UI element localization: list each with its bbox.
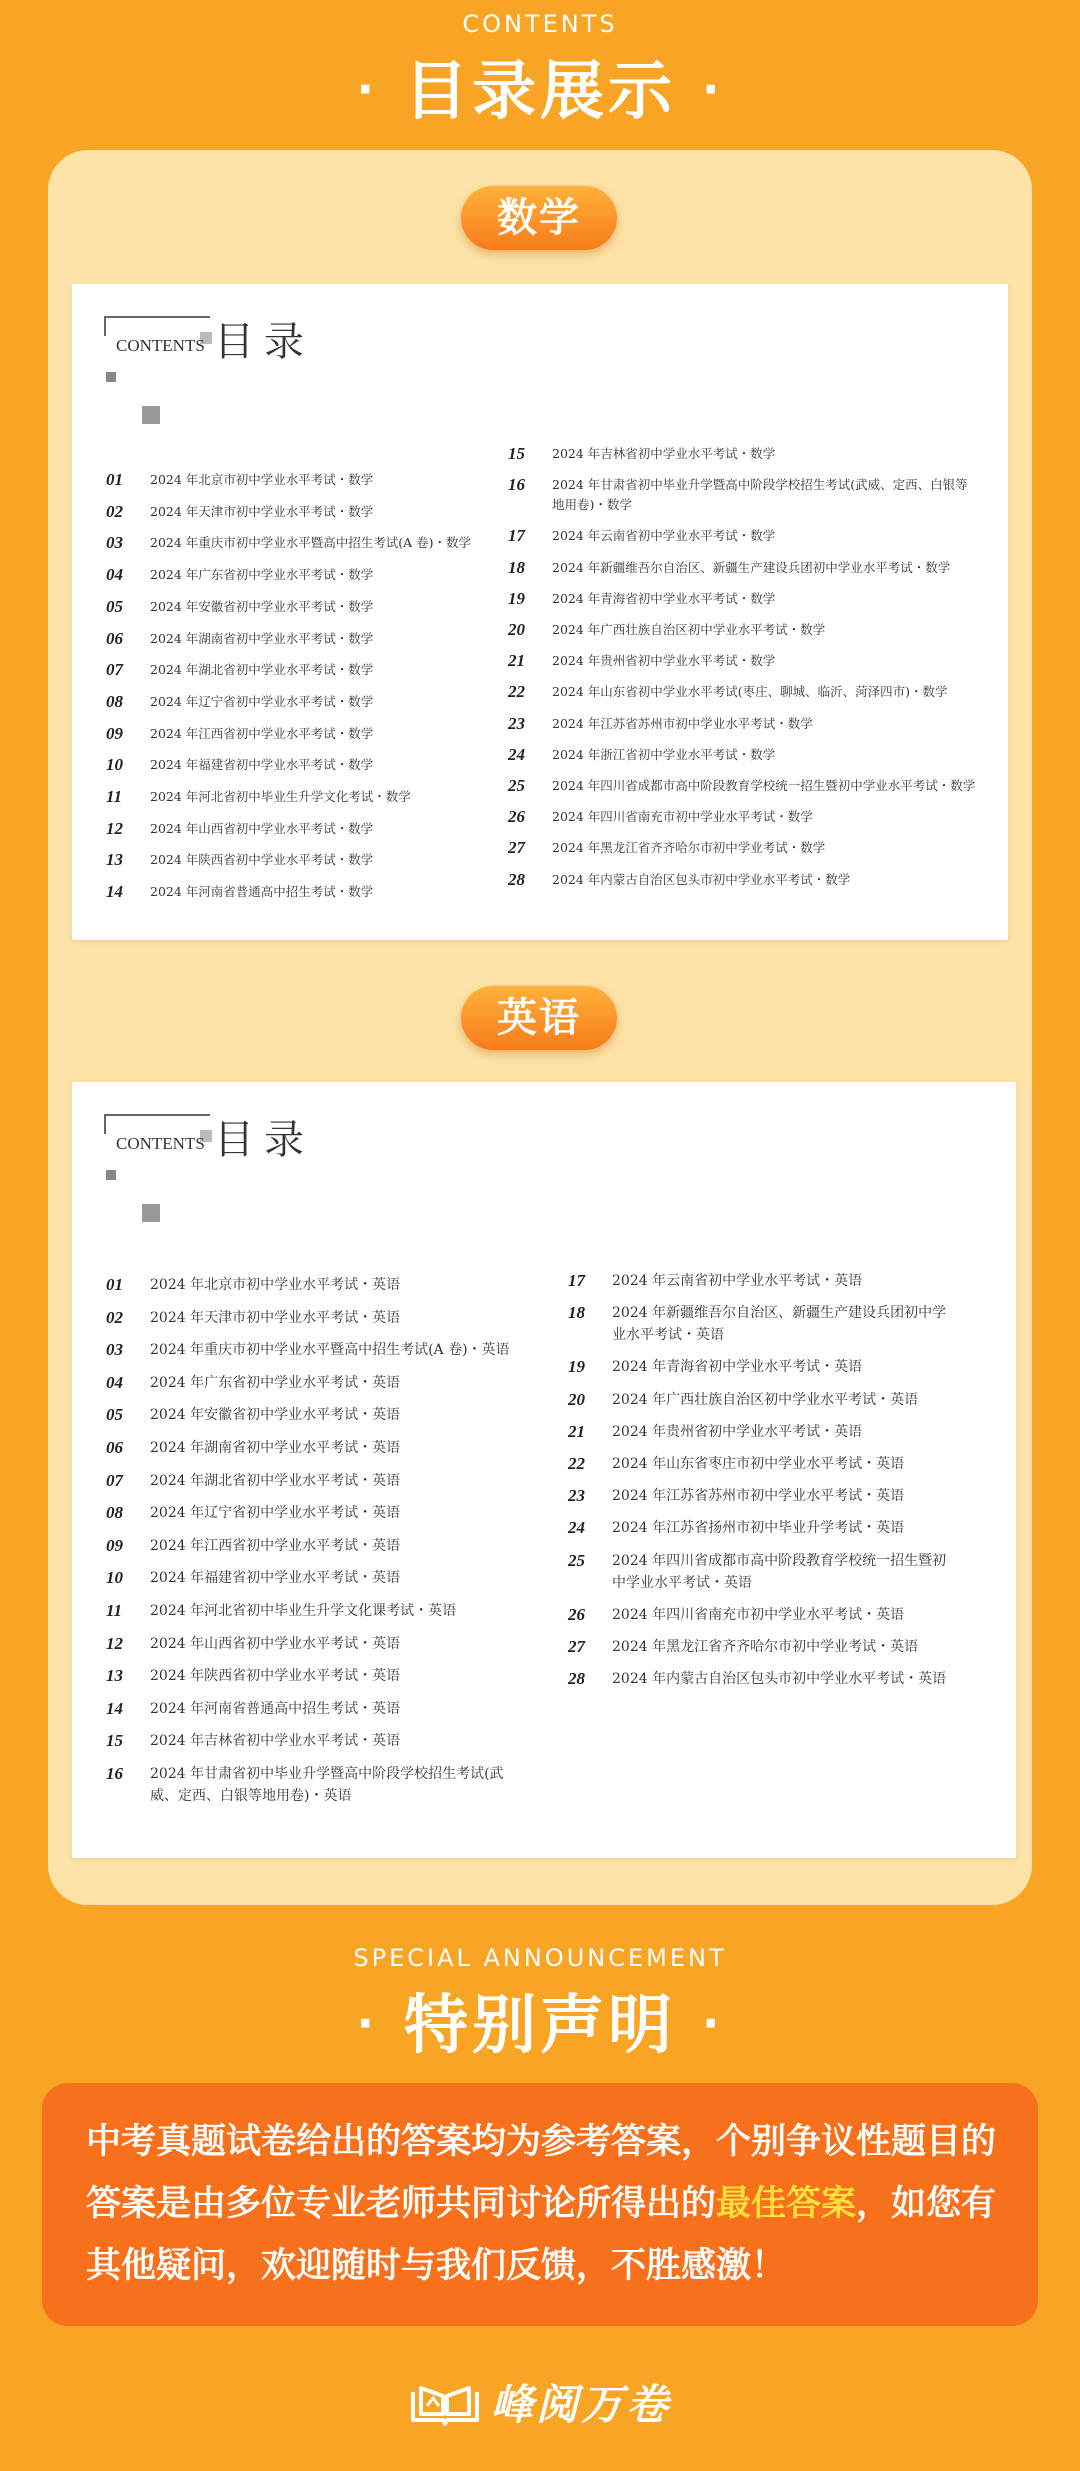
toc-item-title (150, 755, 373, 775)
toc-item-number: 20 (568, 1389, 585, 1409)
toc-item-title (150, 1372, 400, 1394)
toc-item-title-line: 业水平考试・英语 (612, 1327, 724, 1344)
toc-item-title-line: 2024 年云南省初中学业水平考试・英语 (612, 1273, 863, 1289)
toc-item-title-line: 2024 年江苏省苏州市初中学业水平考试・英语 (612, 1488, 905, 1505)
toc-item-title (612, 1302, 946, 1346)
toc-item-title-line: 2024 年内蒙古自治区包头市初中学业水平考试・数学 (552, 871, 851, 887)
toc-item (106, 502, 526, 522)
toc-item (508, 745, 988, 765)
toc-item-title (612, 1636, 918, 1658)
toc-item-title (552, 870, 850, 890)
toc-item-title-line: 2024 年河北省初中毕业生升学文化课考试・英语 (150, 1603, 457, 1619)
toc-item-title-line: 2024 年贵州省初中学业水平考试・英语 (612, 1423, 863, 1440)
toc-item (508, 807, 988, 827)
heading-dot-right: · (702, 1996, 724, 2051)
toc-item-title-line: 2024 年贵州省初中学业水平考试・数学 (552, 653, 776, 669)
toc-item-title-line: 2024 年四川省成都市高中阶段教育学校统一招生暨初 (612, 1552, 947, 1569)
toc-item-title (150, 1763, 504, 1807)
open-book-icon (409, 2382, 481, 2426)
toc-item-title-line: 2024 年甘肃省初中毕业升学暨高中阶段学校招生考试(武 (150, 1766, 504, 1782)
toc-item (106, 1567, 546, 1589)
toc-item (106, 787, 526, 807)
toc-item-title-line: 2024 年福建省初中学业水平考试・英语 (150, 1570, 401, 1587)
toc-item-number: 25 (568, 1550, 585, 1570)
decor-square (142, 406, 160, 424)
toc-item-title-line: 2024 年安徽省初中学业水平考试・数学 (150, 598, 374, 614)
english-subject-tab: 英语 (461, 986, 617, 1050)
toc-item (106, 629, 526, 649)
toc-item-number: 13 (106, 1666, 123, 1686)
toc-item (508, 714, 988, 734)
toc-item-number: 11 (106, 787, 123, 806)
toc-item-title-line: 威、定西、白银等地用卷)・英语 (150, 1788, 352, 1804)
toc-item-title-line: 2024 年新疆维吾尔自治区、新疆生产建设兵团初中学 (612, 1305, 947, 1322)
toc-item-title (150, 819, 373, 839)
toc-item (106, 1307, 546, 1329)
math-contents-page (72, 284, 1008, 940)
toc-item (508, 526, 988, 546)
corner-bracket (104, 316, 210, 336)
toc-item-title (612, 1356, 862, 1378)
toc-item-title-line: 2024 年湖南省初中学业水平考试・英语 (150, 1440, 401, 1456)
announcement-text-after: ，如您有其他疑问，欢迎随时与我们反馈，不胜感激！ (86, 2184, 997, 2286)
toc-item-title (150, 1633, 400, 1655)
toc-item-number: 18 (568, 1303, 585, 1323)
toc-item-title-line: 2024 年河南省普通高中招生考试・英语 (150, 1700, 401, 1717)
toc-item-title-line: 2024 年广东省初中学业水平考试・数学 (150, 567, 374, 583)
toc-item-number: 15 (106, 1731, 123, 1751)
toc-item (106, 660, 526, 680)
toc-item-number: 07 (106, 1470, 123, 1490)
toc-item-title-line: 2024 年江西省初中学业水平考试・英语 (150, 1537, 401, 1554)
toc-item-title (150, 1535, 400, 1557)
toc-item (508, 620, 988, 640)
toc-item-title (552, 444, 775, 464)
toc-item-title-line: 2024 年山东省初中学业水平考试(枣庄、聊城、临沂、菏泽四市)・数学 (552, 684, 948, 700)
toc-item-title (552, 838, 825, 858)
toc-item (106, 1470, 546, 1492)
toc-item-title (552, 745, 775, 765)
decor-square (106, 372, 116, 382)
toc-item (106, 1698, 546, 1720)
toc-item-number: 28 (568, 1669, 585, 1689)
toc-item (508, 444, 988, 464)
toc-item-number: 27 (568, 1637, 585, 1656)
toc-item (106, 1600, 546, 1622)
toc-item (568, 1270, 998, 1292)
toc-item (568, 1668, 998, 1690)
toc-item-number: 14 (106, 882, 123, 902)
toc-item-number: 24 (508, 744, 525, 764)
contents-en-heading: CONTENTS (462, 10, 618, 38)
toc-item-number: 09 (106, 723, 123, 743)
brand-logo (0, 2372, 1080, 2432)
toc-item-title-line: 2024 年湖北省初中学业水平考试・英语 (150, 1472, 401, 1489)
toc-item (568, 1485, 998, 1507)
toc-item (106, 1665, 546, 1687)
toc-item-title (150, 565, 373, 585)
toc-item-number: 06 (106, 628, 123, 648)
toc-item-title-line: 2024 年甘肃省初中毕业升学暨高中阶段学校招生考试(武威、定西、白银等 (552, 477, 968, 493)
toc-item (106, 882, 526, 902)
toc-item (106, 724, 526, 744)
contents-cn-title: 目录展示 (404, 55, 676, 129)
toc-item-number: 20 (508, 620, 525, 639)
toc-item-title-line: 2024 年辽宁省初中学业水平考试・英语 (150, 1505, 401, 1522)
toc-item-number: 08 (106, 691, 123, 711)
english-contents-page (72, 1082, 1016, 1858)
toc-item-title (552, 776, 975, 796)
toc-item-title (150, 850, 373, 870)
toc-item-title-line: 2024 年山东省枣庄市初中学业水平考试・英语 (612, 1456, 905, 1472)
toc-item (568, 1604, 998, 1626)
toc-item-number: 22 (568, 1454, 585, 1473)
toc-item-title (612, 1421, 862, 1443)
toc-item-number: 10 (106, 1568, 123, 1588)
toc-item-number: 04 (106, 1372, 123, 1392)
announcement-box (42, 2083, 1038, 2326)
toc-item-title-line: 2024 年黑龙江省齐齐哈尔市初中学业考试・英语 (612, 1639, 919, 1655)
toc-item-number: 12 (106, 1633, 123, 1653)
toc-item-number: 17 (568, 1271, 585, 1290)
toc-item (106, 1372, 546, 1394)
toc-item-title-line: 2024 年湖北省初中学业水平考试・数学 (150, 662, 374, 678)
toc-item-title-line: 2024 年山西省初中学业水平考试・数学 (150, 820, 374, 836)
toc-item-title (150, 724, 373, 744)
toc-item-title-line: 2024 年江苏省苏州市初中学业水平考试・数学 (552, 715, 813, 731)
toc-item-number: 28 (508, 869, 525, 889)
toc-item-title (150, 1567, 400, 1589)
toc-item-title (150, 1470, 400, 1492)
toc-item-title (150, 1307, 400, 1329)
toc-item (568, 1517, 998, 1539)
toc-item-title-line: 2024 年河北省初中毕业生升学文化考试・数学 (150, 789, 411, 804)
toc-item-title-line: 2024 年四川省南充市初中学业水平考试・英语 (612, 1606, 905, 1623)
toc-item-title (552, 526, 775, 546)
toc-item-title (552, 807, 813, 827)
toc-item-title-line: 2024 年吉林省初中学业水平考试・数学 (552, 446, 776, 461)
toc-item-title (150, 882, 373, 902)
toc-item-title-line: 2024 年辽宁省初中学业水平考试・数学 (150, 693, 374, 709)
toc-item-title-line: 2024 年河南省普通高中招生考试・数学 (150, 884, 374, 900)
toc-item-title (150, 1730, 400, 1752)
toc-item-title-line: 2024 年黑龙江省齐齐哈尔市初中学业考试・数学 (552, 840, 826, 856)
toc-item (568, 1453, 998, 1475)
brand-name: 峰阅万卷 (490, 2380, 671, 2429)
toc-item-number: 07 (106, 660, 123, 680)
toc-item (106, 597, 526, 617)
toc-item-title (552, 558, 950, 578)
toc-item-title-line: 2024 年云南省初中学业水平考试・数学 (552, 528, 776, 544)
toc-item-title-line: 中学业水平考试・英语 (612, 1574, 752, 1591)
toc-item (508, 475, 988, 515)
toc-item-title (150, 1698, 400, 1720)
toc-item (106, 1404, 546, 1426)
toc-item-number: 27 (508, 838, 525, 858)
toc-item (508, 682, 988, 702)
toc-item-number: 11 (106, 1601, 123, 1620)
announcement-cn-title: 特别声明 (404, 1989, 676, 2063)
toc-item-number: 01 (106, 470, 123, 489)
toc-item-title (150, 1665, 400, 1687)
toc-item-number: 16 (508, 475, 525, 495)
toc-item-title (150, 660, 373, 680)
toc-item (568, 1389, 998, 1411)
toc-item-number: 02 (106, 501, 123, 521)
heading-dot-left: · (356, 1996, 378, 2051)
toc-item-title (150, 1437, 400, 1459)
toc-item (106, 850, 526, 870)
toc-item-title (552, 682, 948, 702)
toc-item-title-line: 2024 年山西省初中学业水平考试・英语 (150, 1635, 401, 1652)
toc-item-title-line: 2024 年浙江省初中学业水平考试・数学 (552, 746, 776, 762)
decor-square (106, 1170, 116, 1180)
toc-item (106, 1274, 546, 1296)
toc-item (568, 1302, 998, 1346)
toc-item (568, 1550, 998, 1594)
toc-item-title (150, 629, 373, 649)
corner-bracket (104, 1114, 210, 1134)
toc-item (106, 1730, 546, 1752)
toc-item-number: 03 (106, 1340, 123, 1360)
toc-item-title (150, 597, 373, 617)
toc-item-number: 04 (106, 565, 123, 585)
toc-item-number: 03 (106, 533, 123, 553)
toc-item-title (612, 1453, 904, 1475)
toc-item-title (150, 502, 373, 522)
toc-item-title-line: 2024 年青海省初中学业水平考试・英语 (612, 1359, 863, 1376)
math-doc-header (104, 310, 344, 430)
toc-item-title (612, 1389, 918, 1411)
toc-item-number: 02 (106, 1307, 123, 1327)
toc-item-title (150, 1274, 400, 1296)
toc-item (568, 1356, 998, 1378)
toc-item-title-line: 2024 年湖南省初中学业水平考试・数学 (150, 630, 374, 646)
toc-item-title (612, 1550, 946, 1594)
toc-item-number: 14 (106, 1698, 123, 1718)
toc-item-number: 10 (106, 755, 123, 775)
toc-item (106, 565, 526, 585)
toc-item-number: 18 (508, 557, 525, 577)
toc-item-title-line: 地用卷)・数学 (552, 497, 632, 513)
math-doc-en-title: CONTENTS (116, 336, 205, 355)
toc-item-number: 12 (106, 818, 123, 838)
toc-item (106, 1633, 546, 1655)
toc-item-number: 08 (106, 1503, 123, 1523)
toc-item-number: 01 (106, 1275, 123, 1294)
toc-item (508, 870, 988, 890)
toc-item-title-line: 2024 年江苏省扬州市初中毕业升学考试・英语 (612, 1520, 905, 1537)
toc-item (508, 776, 988, 796)
toc-item-number: 23 (508, 713, 525, 733)
toc-item-number: 05 (106, 596, 123, 616)
toc-item-number: 05 (106, 1405, 123, 1425)
toc-item-title-line: 2024 年四川省成都市高中阶段教育学校统一招生暨初中学业水平考试・数学 (552, 778, 976, 793)
toc-item-title-line: 2024 年四川省南充市初中学业水平考试・数学 (552, 809, 813, 825)
toc-item-number: 23 (568, 1486, 585, 1506)
toc-item-title (150, 470, 373, 490)
contents-cn-heading (0, 40, 1080, 132)
toc-item (106, 819, 526, 839)
toc-item (568, 1421, 998, 1443)
toc-item-title (150, 533, 471, 553)
toc-item (106, 692, 526, 712)
toc-item-title-line: 2024 年广西壮族自治区初中学业水平考试・英语 (612, 1391, 919, 1408)
toc-item-number: 21 (568, 1421, 585, 1441)
toc-item-title-line: 2024 年广东省初中学业水平考试・英语 (150, 1374, 401, 1391)
toc-item-title-line: 2024 年江西省初中学业水平考试・数学 (150, 725, 374, 741)
toc-item-number: 19 (568, 1357, 585, 1377)
toc-item-title (552, 714, 813, 734)
math-subject-tab: 数学 (461, 186, 617, 250)
toc-item (508, 651, 988, 671)
toc-item-title (150, 1339, 510, 1361)
toc-item (106, 755, 526, 775)
toc-item-title-line: 2024 年北京市初中学业水平考试・英语 (150, 1277, 401, 1293)
toc-item (106, 533, 526, 553)
toc-item-title (552, 651, 775, 671)
english-doc-en-title: CONTENTS (116, 1134, 205, 1153)
announcement-highlight: 最佳答案 (716, 2184, 857, 2224)
toc-item-number: 17 (508, 526, 525, 546)
announcement-text (86, 2111, 1006, 2297)
toc-item-number: 19 (508, 588, 525, 608)
toc-item-title (552, 589, 775, 609)
toc-item-number: 06 (106, 1438, 123, 1457)
toc-item (106, 470, 526, 490)
toc-item (508, 838, 988, 858)
toc-item-title (150, 1404, 400, 1426)
toc-item-title-line: 2024 年天津市初中学业水平考试・英语 (150, 1309, 401, 1326)
toc-item-title-line: 2024 年天津市初中学业水平考试・数学 (150, 503, 374, 519)
toc-item-title (150, 1502, 400, 1524)
toc-item-title-line: 2024 年新疆维吾尔自治区、新疆生产建设兵团初中学业水平考试・数学 (552, 559, 951, 575)
toc-item-title (612, 1517, 904, 1539)
toc-item-title (612, 1604, 904, 1626)
toc-item-title-line: 2024 年安徽省初中学业水平考试・英语 (150, 1407, 401, 1424)
heading-dot-right: · (702, 62, 724, 117)
toc-item (106, 1763, 546, 1807)
english-doc-cn-title: 目录 (214, 1117, 314, 1163)
toc-item (106, 1339, 546, 1361)
english-doc-header (104, 1108, 344, 1228)
toc-item-title-line: 2024 年陕西省初中学业水平考试・数学 (150, 852, 374, 868)
toc-item-title (150, 787, 411, 807)
toc-item (508, 558, 988, 578)
toc-item (106, 1535, 546, 1557)
toc-item-number: 09 (106, 1535, 123, 1555)
toc-item-title (552, 475, 968, 515)
toc-item-title-line: 2024 年内蒙古自治区包头市初中学业水平考试・英语 (612, 1671, 947, 1688)
toc-item-number: 26 (508, 807, 525, 827)
announcement-cn-heading (0, 1974, 1080, 2066)
toc-item (568, 1636, 998, 1658)
announcement-en-heading: SPECIAL ANNOUNCEMENT (353, 1944, 727, 1972)
toc-item-number: 13 (106, 850, 123, 870)
toc-item-title-line: 2024 年重庆市初中学业水平暨高中招生考试(A 卷)・英语 (150, 1342, 510, 1359)
toc-item-number: 24 (568, 1518, 585, 1538)
toc-item-title-line: 2024 年北京市初中学业水平考试・数学 (150, 472, 374, 487)
decor-square (142, 1204, 160, 1222)
toc-item-title-line: 2024 年吉林省初中学业水平考试・英语 (150, 1733, 401, 1750)
toc-item (106, 1437, 546, 1459)
toc-item-number: 25 (508, 776, 525, 795)
toc-item-number: 22 (508, 682, 525, 702)
toc-item-title (150, 1600, 456, 1622)
toc-item-number: 21 (508, 651, 525, 671)
toc-item-title (552, 620, 825, 640)
toc-item-title (612, 1485, 904, 1507)
toc-item-title-line: 2024 年广西壮族自治区初中学业水平考试・数学 (552, 622, 826, 637)
toc-item-number: 26 (568, 1604, 585, 1624)
toc-item (106, 1502, 546, 1524)
toc-item-title (612, 1668, 946, 1690)
toc-item-title (150, 692, 373, 712)
heading-dot-left: · (356, 62, 378, 117)
toc-item-title-line: 2024 年陕西省初中学业水平考试・英语 (150, 1668, 401, 1685)
toc-item-title-line: 2024 年重庆市初中学业水平暨高中招生考试(A 卷)・数学 (150, 535, 472, 551)
toc-item-number: 15 (508, 444, 525, 463)
toc-item-number: 16 (106, 1764, 123, 1783)
toc-item-title-line: 2024 年青海省初中学业水平考试・数学 (552, 590, 776, 606)
announcement-text-before: 中考真题试卷给出的答案均为参考答案，个别争议性题目的答案是由多位专业老师共同讨论所得出的 (86, 2122, 997, 2224)
math-doc-cn-title: 目录 (214, 319, 314, 365)
toc-item-title-line: 2024 年福建省初中学业水平考试・数学 (150, 757, 374, 773)
toc-item (508, 589, 988, 609)
toc-item-title (612, 1270, 862, 1292)
